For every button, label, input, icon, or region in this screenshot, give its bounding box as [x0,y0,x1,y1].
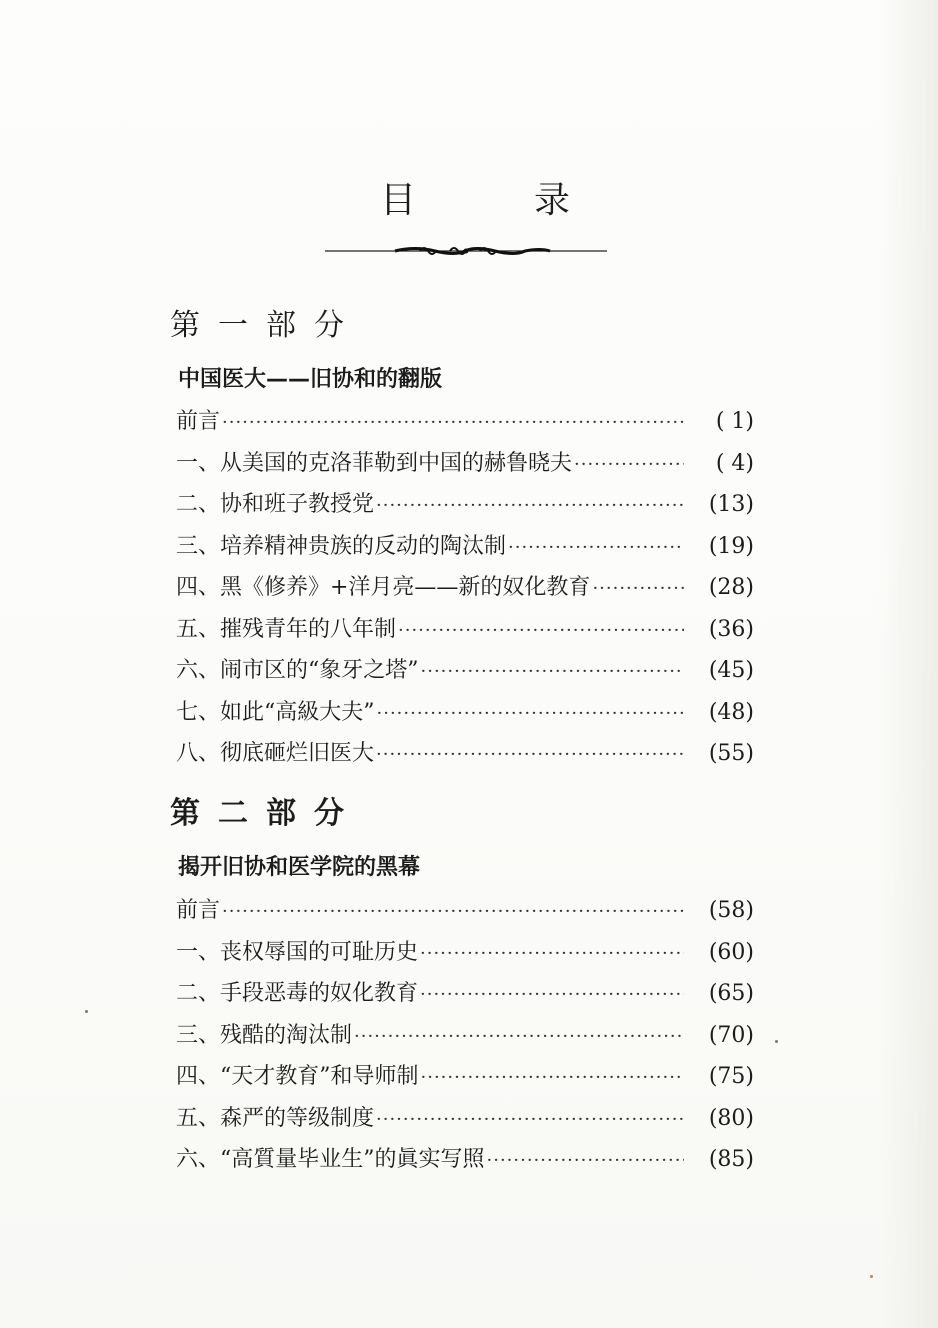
title-char-1: 目 [380,180,417,221]
paper-speck [85,1010,88,1013]
toc-dot-leader [487,1150,685,1171]
toc-entry-label: 一、丧权辱国的可耻历史 [176,939,419,965]
toc-dot-leader [222,412,684,433]
toc-page-number: ( 4) [715,450,754,476]
toc-entry [176,1059,754,1101]
part-2-subtitle: 揭开旧协和医学院的黑幕 [178,855,421,880]
toc-page-number: (60) [708,939,754,965]
toc-dot-leader [421,1067,685,1088]
toc-entry-label: 前言 [176,409,221,434]
toc-entry [176,893,754,935]
toc-dot-leader [377,703,685,724]
toc-dot-leader [420,943,684,964]
toc-entry-label: 五、摧残青年的八年制 [176,616,397,642]
toc-entry-label: 前言 [176,898,221,923]
part-1-heading: 第一部分 [170,308,362,343]
toc-entry [176,1018,754,1060]
toc-entry-label: 四、黑《修养》+洋月亮——新的奴化教育 [176,575,591,600]
toc-entry [176,736,754,778]
toc-entry [176,653,754,695]
toc-dot-leader [421,661,685,682]
toc-entry [176,529,754,571]
toc-dot-leader [376,1109,684,1130]
toc-entry [176,935,754,977]
toc-entry-label: 二、协和班子教授党 [176,492,375,517]
toc-dot-leader [420,984,684,1005]
part-2-toc-list [176,893,754,1184]
toc-page-number: (19) [708,533,754,559]
toc-dot-leader [398,620,684,641]
toc-page-number: (75) [708,1064,754,1089]
part-1-subtitle: 中国医大——旧协和的翻版 [178,367,443,392]
toc-dot-leader [222,901,684,922]
toc-entry [176,487,754,529]
toc-dot-leader [376,744,684,765]
toc-entry [176,1142,754,1184]
toc-page-number: (45) [708,658,754,683]
part-1-toc-list [176,404,754,778]
toc-entry-label: 二、手段恶毒的奴化教育 [176,981,419,1006]
page-edge-shadow [878,0,938,1328]
toc-dot-leader [508,537,684,558]
toc-entry-label: 七、如此“高級大夫” [176,699,375,725]
toc-entry [176,695,754,737]
toc-entry-label: 三、残酷的淘汰制 [176,1022,353,1048]
toc-entry [176,404,754,446]
toc-page-number: (70) [708,1022,754,1048]
toc-dot-leader [354,1026,684,1047]
toc-entry-label: 一、从美国的克洛菲勒到中国的赫鲁晓夫 [176,450,573,476]
toc-entry-label: 四、“天才教育”和导师制 [176,1064,419,1089]
toc-page-number: (85) [708,1147,754,1172]
toc-page-number: (36) [708,616,754,642]
toc-entry-label: 六、“高質量毕业生”的眞实写照 [176,1147,485,1172]
toc-entry [176,1101,754,1143]
paper-speck [775,1040,778,1043]
toc-page-number: (80) [708,1105,754,1131]
title-char-2: 录 [533,180,570,221]
title-ornament-divider [325,240,607,260]
toc-dot-leader [376,495,684,516]
toc-page-number: (13) [708,492,754,517]
toc-entry [176,976,754,1018]
page-title [380,172,570,222]
toc-page-number: (65) [708,981,754,1006]
toc-dot-leader [592,578,684,599]
part-2-heading: 第二部分 [170,796,362,831]
toc-dot-leader [574,454,684,475]
toc-entry-label: 八、彻底砸烂旧医大 [176,741,375,766]
toc-page-number: (58) [708,898,754,923]
toc-entry [176,612,754,654]
toc-page-number: (28) [708,575,754,600]
toc-entry [176,446,754,488]
toc-entry-label: 五、森严的等级制度 [176,1105,375,1131]
toc-entry-label: 六、闹市区的“象牙之塔” [176,658,419,683]
toc-entry [176,570,754,612]
paper-speck [870,1275,873,1278]
toc-page-number: (55) [708,741,754,766]
toc-entry-label: 三、培养精神贵族的反动的陶汰制 [176,533,507,559]
toc-page-number: (48) [708,699,754,725]
toc-page-number: ( 1) [715,409,754,434]
